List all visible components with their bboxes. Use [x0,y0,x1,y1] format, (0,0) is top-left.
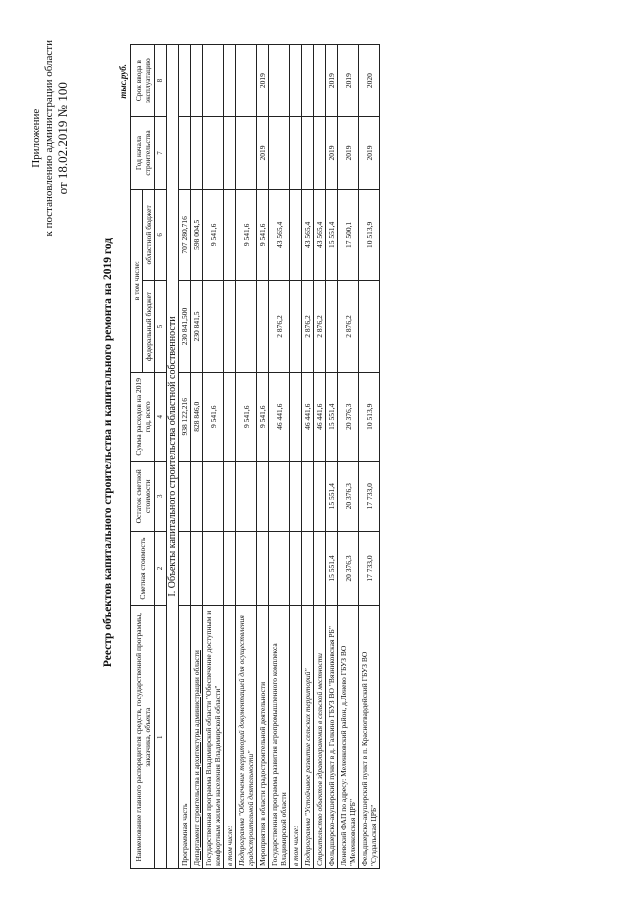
cell-estimate [236,531,257,606]
cell-total: 828 846,0 [191,372,203,461]
cell-total: 9 541,6 [257,372,269,461]
cell-estimate: 20 376,3 [338,531,359,606]
cell-estimate [191,531,203,606]
cell-estimate: 17 733,0 [359,531,380,606]
cell-remainder [314,461,326,531]
cell-total: 46 441,6 [302,372,314,461]
cell-end [314,45,326,117]
table-row [359,45,380,869]
col-header-federal: федеральный бюджет [143,281,155,373]
unit-label: тыс.руб. [118,64,128,99]
cell-total: 10 513,9 [359,372,380,461]
cell-federal: 230 841,5 [191,281,203,373]
cell-total [224,372,236,461]
col-header-incl: в том числе: [131,189,143,372]
cell-federal: 2 876,2 [338,281,359,373]
cell-remainder: 17 733,0 [359,461,380,531]
col-index: 2 [155,531,167,606]
cell-estimate [302,531,314,606]
row-name: Государственная программа Владимирской области "Обеспечение доступным и комфортным жильем населения Владимирской области" [203,606,224,869]
col-index: 7 [155,117,167,189]
cell-start: 2019 [257,117,269,189]
cell-federal: 230 841,500 [179,281,191,373]
cell-remainder [269,461,290,531]
row-name: Департамент строительства и архитектуры администрации области [191,606,203,869]
table-row [257,45,269,869]
section-row [167,45,179,869]
cell-total: 9 541,6 [236,372,257,461]
cell-federal: 2 876,2 [302,281,314,373]
cell-estimate [179,531,191,606]
cell-remainder [302,461,314,531]
appendix-date-number: от 18.02.2019 № 100 [55,82,70,195]
cell-total: 46 441,6 [314,372,326,461]
cell-federal [236,281,257,373]
row-name: в том числе: [224,606,236,869]
cell-total: 9 541,6 [203,372,224,461]
cell-end: 2019 [257,45,269,117]
cell-federal [326,281,338,373]
cell-start [290,117,302,189]
cell-remainder [257,461,269,531]
cell-end [269,45,290,117]
cell-start [191,117,203,189]
cell-total: 46 441,6 [269,372,290,461]
cell-total [290,372,302,461]
table-row [302,45,314,869]
cell-federal [257,281,269,373]
cell-regional: 43 565,4 [302,189,314,281]
appendix-header [30,40,69,237]
cell-start [236,117,257,189]
cell-end [203,45,224,117]
cell-estimate: 15 551,4 [326,531,338,606]
table-row [290,45,302,869]
cell-remainder: 15 551,4 [326,461,338,531]
cell-federal [224,281,236,373]
col-index: 8 [155,45,167,117]
cell-remainder: 20 376,3 [338,461,359,531]
col-index: 3 [155,461,167,531]
cell-regional: 9 541,6 [236,189,257,281]
cell-end: 2020 [359,45,380,117]
row-name: Строительство объектов здравоохранения в сельской местности [314,606,326,869]
cell-end [236,45,257,117]
cell-federal [203,281,224,373]
cell-regional: 15 551,4 [326,189,338,281]
cell-end: 2019 [338,45,359,117]
table-row [326,45,338,869]
cell-regional: 43 565,4 [314,189,326,281]
cell-estimate [203,531,224,606]
cell-remainder [203,461,224,531]
cell-start [302,117,314,189]
cell-remainder [179,461,191,531]
document-title: Реестр объектов капитального строительства и капитального ремонта на 2019 год [102,237,114,668]
cell-total: 938 122,216 [179,372,191,461]
cell-total: 15 551,4 [326,372,338,461]
cell-regional [290,189,302,281]
table-row [338,45,359,869]
row-name: в том числе: [290,606,302,869]
cell-start: 2019 [326,117,338,189]
row-name: Подпрограмма "Обеспечение территорий документацией для осуществления градостроительной деятельности" [236,606,257,869]
cell-federal [359,281,380,373]
cell-regional [224,189,236,281]
appendix-decree: к постановлению администрации области [43,40,55,237]
cell-federal: 2 876,2 [314,281,326,373]
cell-estimate [224,531,236,606]
cell-end [179,45,191,117]
row-name: Мероприятия в области градостроительной деятельности [257,606,269,869]
cell-estimate [314,531,326,606]
cell-regional: 10 513,9 [359,189,380,281]
cell-estimate [269,531,290,606]
registry-table [130,44,380,869]
cell-end [224,45,236,117]
section-title: I. Объекты капитального строительства областной собственности [167,45,179,869]
cell-start: 2019 [338,117,359,189]
table-row [224,45,236,869]
cell-remainder [236,461,257,531]
cell-end [290,45,302,117]
table-row [191,45,203,869]
cell-start [203,117,224,189]
row-name: Подпрограмма "Устойчивое развитие сельских территорий" [302,606,314,869]
cell-start [314,117,326,189]
cell-start [179,117,191,189]
row-name: Программная часть [179,606,191,869]
table-row [314,45,326,869]
cell-regional: 17 500,1 [338,189,359,281]
col-header-name: Наименование главного распорядителя средств, государственной программы, заказчика, объекта [131,606,155,869]
cell-federal [290,281,302,373]
col-header-start-year: Год начала строительства [131,117,155,189]
cell-total: 20 376,3 [338,372,359,461]
col-header-remainder: Остаток сметной стоимости [131,461,155,531]
col-header-estimate: Сметная стоимость [131,531,155,606]
col-index: 6 [155,189,167,281]
col-index: 1 [155,606,167,869]
cell-federal: 2 876,2 [269,281,290,373]
col-header-commission: Срок ввода в эксплуатацию [131,45,155,117]
col-index: 5 [155,281,167,373]
table-row [236,45,257,869]
cell-end: 2019 [326,45,338,117]
row-name: Государственная программа развития агропромышленного комплекса Владимирской области [269,606,290,869]
table-row [179,45,191,869]
table-row [203,45,224,869]
table-row [269,45,290,869]
col-index: 4 [155,372,167,461]
cell-end [302,45,314,117]
cell-start [269,117,290,189]
cell-estimate [257,531,269,606]
cell-remainder [290,461,302,531]
cell-end [191,45,203,117]
cell-regional: 9 541,6 [257,189,269,281]
cell-regional: 707 280,716 [179,189,191,281]
cell-regional: 598 004,5 [191,189,203,281]
cell-start [224,117,236,189]
row-name: Фельдшерско-акушерский пункт в д. Галкино ГБУЗ ВО "Вязниковская РБ" [326,606,338,869]
cell-remainder [224,461,236,531]
appendix-label: Приложение [30,108,42,168]
cell-remainder [191,461,203,531]
cell-start: 2019 [359,117,380,189]
col-header-regional: областной бюджет [143,189,155,281]
row-name: Фельдшерско-акушерский пункт в п. Красногвардейский ГБУЗ ВО "Суздальская ЦРБ" [359,606,380,869]
col-header-total: Сумма расходов на 2019 год, всего [131,372,155,461]
column-index-row [155,45,167,869]
cell-regional: 43 565,4 [269,189,290,281]
cell-regional: 9 541,6 [203,189,224,281]
row-name: Леневский ФАП по адресу: Меленковский район, д.Ленево ГБУЗ ВО "Меленковская ЦРБ" [338,606,359,869]
cell-estimate [290,531,302,606]
